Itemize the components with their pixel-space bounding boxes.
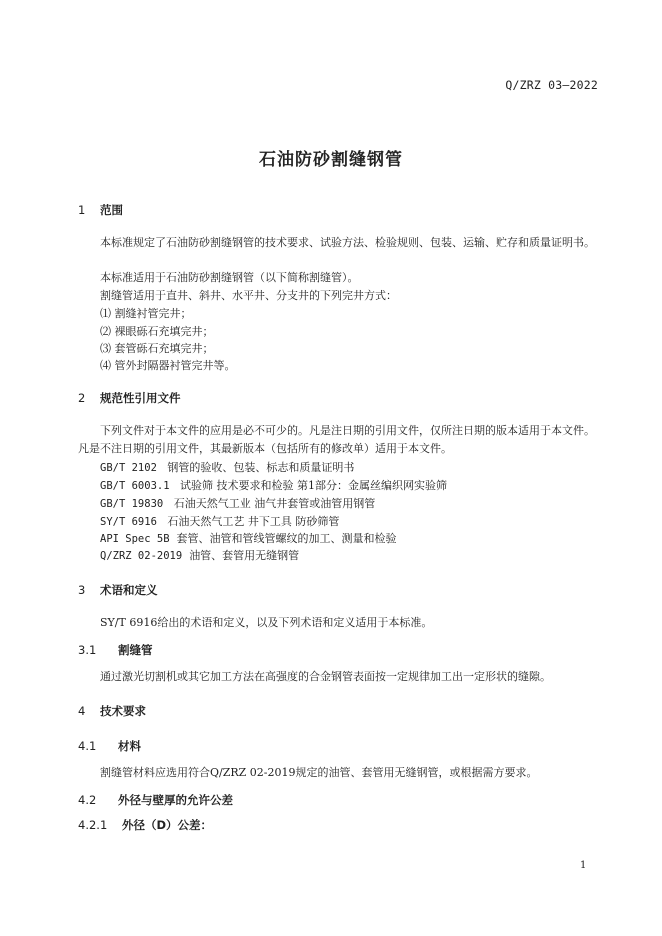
section-4-heading [78, 703, 146, 719]
subsection-4-2-1-heading [78, 817, 212, 833]
paragraph: 本标准规定了石油防砂割缝钢管的技术要求、试验方法、检验规则、包装、运输、贮存和质量证明书。 [100, 236, 595, 249]
paragraph: 本标准适用于石油防砂割缝钢管（以下简称割缝管）。 [100, 271, 359, 284]
reference-code: GB/T 2102 [100, 462, 157, 474]
reference-item [100, 530, 397, 546]
subsection-4-2-heading [78, 792, 233, 808]
section-1-heading [78, 202, 123, 218]
paragraph: 割缝管适用于直井、斜井、水平井、分支井的下列完井方式： [100, 289, 397, 302]
subsection-number: 4.1 [78, 739, 97, 753]
section-2-heading [78, 390, 181, 406]
reference-title: 试验筛 技术要求和检验 第1部分：金属丝编织网实验筛 [180, 479, 448, 492]
paragraph: 下列文件对于本文件的应用是必不可少的。凡是注日期的引用文件，仅所注日期的版本适用于本文件。凡是不注日期的引用文件，其最新版本（包括所有的修改单）适用于本文件。 [78, 424, 595, 455]
section-number: 3 [78, 583, 86, 597]
paragraph: 通过激光切割机或其它加工方法在高强度的合金钢管表面按一定规律加工出一定形状的缝隙。 [100, 670, 551, 683]
section-3-heading [78, 582, 158, 598]
reference-title: 石油天然气工艺 井下工具 防砂筛管 [167, 515, 340, 528]
standard-code: Q/ZRZ 03—2022 [505, 78, 598, 92]
subsection-title: 材料 [118, 739, 142, 753]
list-item: ⑷ 管外封隔器衬管完井等。 [100, 359, 236, 372]
subsection-title: 割缝管 [118, 643, 153, 657]
subsection-number: 4.2.1 [78, 818, 108, 832]
paragraph: 割缝管材料应选用符合Q/ZRZ 02-2019规定的油管、套管用无缝钢管，或根据需方要求。 [100, 766, 538, 779]
section-title: 技术要求 [100, 704, 147, 718]
reference-item [100, 547, 299, 563]
subsection-3-1-heading [78, 642, 153, 658]
section-title: 范围 [100, 203, 124, 217]
list-item: ⑵ 裸眼砾石充填完井； [100, 325, 214, 338]
reference-title: 石油天然气工业 油气井套管或油管用钢管 [173, 497, 376, 510]
reference-item [100, 513, 339, 529]
reference-code: GB/T 19830 [100, 498, 164, 510]
subsection-title: 外径与壁厚的允许公差 [118, 793, 234, 807]
reference-title: 钢管的验收、包装、标志和质量证明书 [167, 461, 355, 474]
section-number: 1 [78, 203, 86, 217]
reference-code: API Spec 5B [100, 533, 170, 545]
list-item: ⑶ 套管砾石充填完井； [100, 342, 214, 355]
section-number: 2 [78, 391, 86, 405]
subsection-number: 4.2 [78, 793, 97, 807]
reference-item [100, 477, 447, 493]
paragraph: SY/T 6916给出的术语和定义，以及下列术语和定义适用于本标准。 [100, 616, 433, 629]
section-title: 规范性引用文件 [100, 391, 181, 405]
section-number: 4 [78, 704, 86, 718]
subsection-4-1-heading [78, 738, 141, 754]
section-title: 术语和定义 [100, 583, 158, 597]
subsection-number: 3.1 [78, 643, 97, 657]
document-title: 石油防砂割缝钢管 [259, 150, 403, 170]
subsection-title: 外径（D）公差： [122, 818, 213, 832]
reference-title: 油管、套管用无缝钢管 [189, 549, 300, 562]
reference-item [100, 459, 354, 475]
page-number: 1 [580, 860, 587, 871]
reference-item [100, 495, 375, 511]
reference-code: Q/ZRZ 02-2019 [100, 550, 183, 562]
reference-title: 套管、油管和管线管螺纹的加工、测量和检验 [176, 532, 397, 545]
reference-code: SY/T 6916 [100, 516, 157, 528]
reference-code: GB/T 6003.1 [100, 480, 170, 492]
list-item: ⑴ 割缝衬管完井； [100, 307, 192, 320]
